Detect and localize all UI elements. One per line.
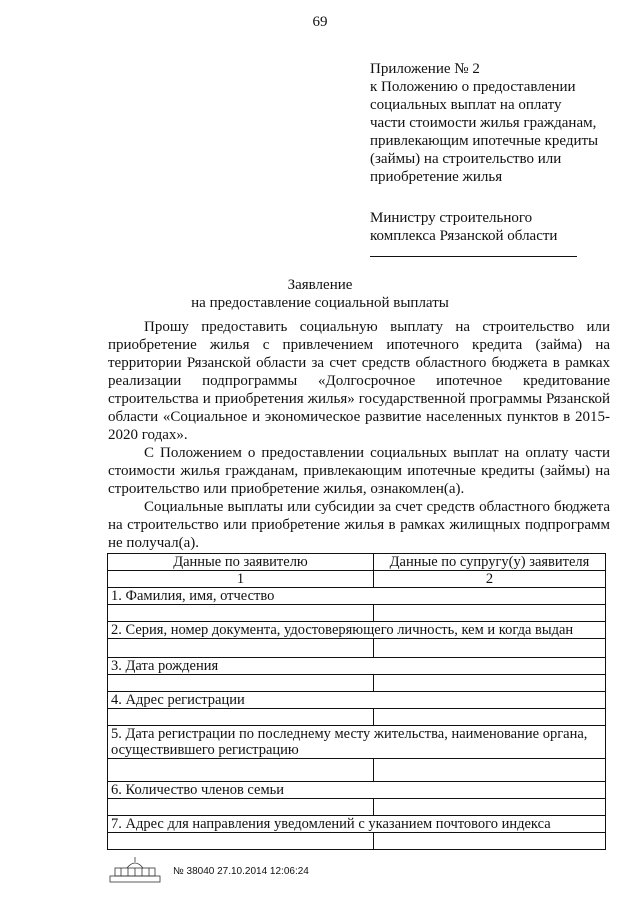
table-section-row [108,658,606,675]
appendix-line: приобретение жилья [370,169,503,185]
paragraph: С Положением о предоставлении социальных выплат на оплату части стоимости жилья гражданам, привлекающим ипотечные кредиты (займы) на строительство или приобретение жилья, ознакомлен(а). [108,445,610,497]
section-label: 3. Дата рождения [108,658,606,675]
section-label: 6. Количество членов семьи [108,782,606,799]
section-label: 4. Адрес регистрации [108,692,606,709]
appendix-line: Приложение № 2 [370,61,480,77]
table-row [108,799,606,816]
column-number: 1 [108,571,374,588]
table-section-row [108,816,606,833]
column-number: 2 [374,571,606,588]
section-label: 5. Дата регистрации по последнему месту жительства, наименование органа, осуществившего регистрацию [108,726,606,759]
section-label: 2. Серия, номер документа, удостоверяющего личность, кем и когда выдан [108,622,606,639]
table-section-row [108,622,606,639]
spouse-value-cell[interactable] [374,709,606,726]
appendix-line: (займы) на строительство или [370,151,562,167]
table-section-row [108,692,606,709]
spouse-value-cell[interactable] [374,675,606,692]
registry-logo-icon [107,856,163,884]
header-spouse: Данные по супругу(у) заявителя [374,554,606,571]
table-row [108,759,606,782]
appendix-line: части стоимости жилья гражданам, [370,115,597,131]
applicant-value-cell[interactable] [108,799,374,816]
header-applicant: Данные по заявителю [108,554,374,571]
spouse-value-cell[interactable] [374,759,606,782]
addressee [370,209,620,245]
applicant-value-cell[interactable] [108,833,374,850]
spouse-value-cell[interactable] [374,799,606,816]
table-number-row [108,571,606,588]
appendix-line: к Положению о предоставлении [370,79,576,95]
addressee-line: Министру строительного [370,210,533,226]
table-section-row [108,782,606,799]
registration-stamp: № 38040 27.10.2014 12:06:24 [173,866,309,877]
table-section-row [108,726,606,759]
spouse-value-cell[interactable] [374,833,606,850]
application-body [108,318,610,552]
table-row [108,639,606,658]
table-row [108,675,606,692]
applicant-value-cell[interactable] [108,709,374,726]
spouse-value-cell[interactable] [374,605,606,622]
applicant-value-cell[interactable] [108,639,374,658]
applicant-value-cell[interactable] [108,675,374,692]
document-title [0,276,640,312]
table-header-row [108,554,606,571]
addressee-line: комплекса Рязанской области [370,228,558,244]
section-label: 1. Фамилия, имя, отчество [108,588,606,605]
applicant-data-table [107,553,606,850]
applicant-value-cell[interactable] [108,605,374,622]
appendix-reference [370,60,620,186]
paragraph: Прошу предоставить социальную выплату на строительство или приобретение жилья с привлечением ипотечного кредита (займа) на территории Рязанской области за счет средств областного бюджета в рамках реализации подпрограммы «Долгосрочное ипотечное кредитование строительства и приобретения жилья» государственной программы Рязанской области «Социальное и экономическое развитие населенных пунктов в 2015-2020 годах». [108,319,610,443]
table-row [108,833,606,850]
table-row [108,709,606,726]
title-line-2: на предоставление социальной выплаты [191,295,449,311]
page-number: 69 [312,14,328,30]
applicant-value-cell[interactable] [108,759,374,782]
signature-line [370,256,577,257]
table-row [108,605,606,622]
spouse-value-cell[interactable] [374,639,606,658]
table-section-row [108,588,606,605]
appendix-line: привлекающим ипотечные кредиты [370,133,599,149]
paragraph: Социальные выплаты или субсидии за счет средств областного бюджета на строительство или приобретение жилья в рамках жилищных подпрограмм не получал(а). [108,499,610,551]
section-label: 7. Адрес для направления уведомлений с указанием почтового индекса [108,816,606,833]
appendix-line: социальных выплат на оплату [370,97,562,113]
title-line-1: Заявление [287,277,353,293]
